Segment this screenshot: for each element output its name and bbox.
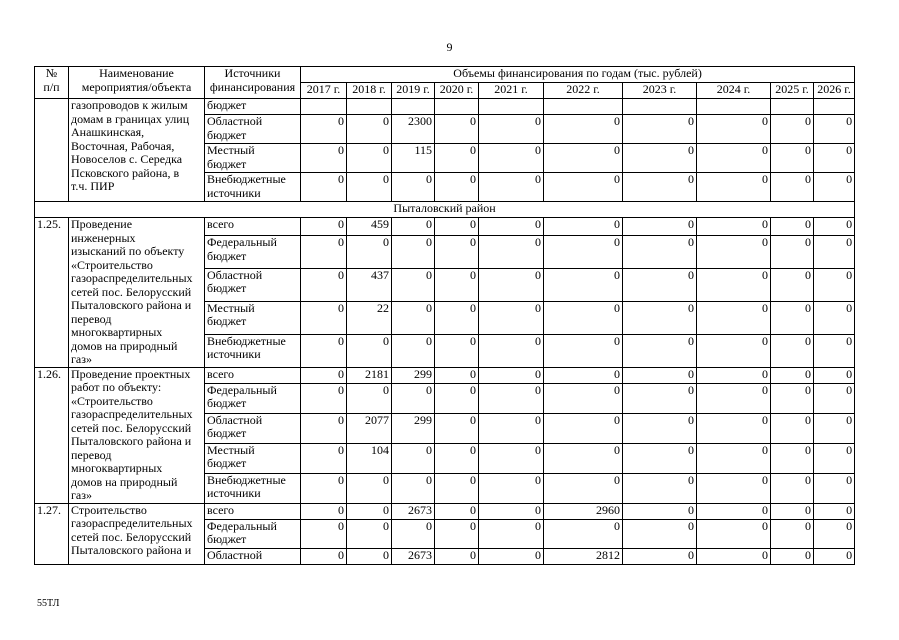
value-cell: 0 <box>697 173 771 202</box>
value-cell: 0 <box>479 334 544 367</box>
value-cell: 0 <box>623 503 697 519</box>
value-cell: 115 <box>392 144 435 173</box>
value-cell: 0 <box>301 301 347 334</box>
value-cell: 0 <box>392 236 435 269</box>
header-name: Наименование мероприятия/объекта <box>69 67 205 99</box>
value-cell: 0 <box>301 236 347 269</box>
value-cell: 0 <box>771 519 814 548</box>
value-cell <box>435 99 479 115</box>
value-cell: 2960 <box>544 503 623 519</box>
value-cell: 0 <box>771 413 814 443</box>
item-name: Проведение инженерных изысканий по объекту «Строительство газораспределительных сетей пос. Белорусский Пыталовского района и перевод многоквартирных домов на природный газ» <box>69 218 205 368</box>
value-cell: 0 <box>814 218 855 236</box>
value-cell: 0 <box>697 301 771 334</box>
value-cell: 0 <box>623 301 697 334</box>
value-cell: 0 <box>301 503 347 519</box>
value-cell: 0 <box>814 115 855 144</box>
header-year: 2022 г. <box>544 83 623 99</box>
value-cell: 0 <box>435 236 479 269</box>
value-cell: 0 <box>301 548 347 564</box>
value-cell: 0 <box>301 144 347 173</box>
value-cell: 0 <box>435 413 479 443</box>
funding-source: Областной <box>205 548 301 564</box>
item-number: 1.26. <box>35 367 69 503</box>
value-cell: 0 <box>479 503 544 519</box>
value-cell <box>771 99 814 115</box>
value-cell: 0 <box>697 413 771 443</box>
value-cell: 0 <box>814 334 855 367</box>
value-cell: 0 <box>697 443 771 473</box>
value-cell: 2077 <box>347 413 392 443</box>
value-cell: 0 <box>771 115 814 144</box>
table-body <box>35 67 855 565</box>
funding-source: Внебюджетные источники <box>205 173 301 202</box>
value-cell: 0 <box>623 218 697 236</box>
value-cell: 0 <box>623 236 697 269</box>
value-cell: 0 <box>814 268 855 301</box>
value-cell: 0 <box>347 548 392 564</box>
value-cell: 0 <box>347 519 392 548</box>
header-row <box>35 67 855 83</box>
funding-source: Областной бюджет <box>205 268 301 301</box>
value-cell: 0 <box>697 268 771 301</box>
value-cell: 0 <box>479 301 544 334</box>
value-cell: 0 <box>697 115 771 144</box>
value-cell: 0 <box>347 334 392 367</box>
value-cell: 0 <box>392 301 435 334</box>
value-cell <box>479 99 544 115</box>
value-cell: 0 <box>301 115 347 144</box>
value-cell: 0 <box>392 173 435 202</box>
table-row <box>35 218 855 236</box>
funding-source: Федеральный бюджет <box>205 519 301 548</box>
value-cell: 0 <box>814 367 855 383</box>
value-cell: 0 <box>544 473 623 503</box>
financing-table <box>34 66 855 565</box>
value-cell: 0 <box>392 519 435 548</box>
value-cell: 0 <box>697 503 771 519</box>
value-cell: 2300 <box>392 115 435 144</box>
value-cell: 0 <box>814 548 855 564</box>
page-number: 9 <box>446 40 453 54</box>
value-cell: 0 <box>479 236 544 269</box>
item-name: газопроводов к жилым домам в границах улиц Анашкинская, Восточная, Рабочая, Новоселов с. Середка Псковского района, в т.ч. ПИР <box>69 99 205 202</box>
header-year: 2017 г. <box>301 83 347 99</box>
value-cell <box>814 99 855 115</box>
funding-source: Внебюджетные источники <box>205 473 301 503</box>
value-cell: 0 <box>392 473 435 503</box>
funding-source: Федеральный бюджет <box>205 236 301 269</box>
value-cell <box>623 99 697 115</box>
value-cell <box>544 99 623 115</box>
value-cell: 459 <box>347 218 392 236</box>
value-cell: 0 <box>435 503 479 519</box>
header-year: 2025 г. <box>771 83 814 99</box>
value-cell: 0 <box>301 367 347 383</box>
value-cell: 0 <box>544 268 623 301</box>
value-cell: 2181 <box>347 367 392 383</box>
value-cell: 0 <box>814 236 855 269</box>
value-cell: 0 <box>771 503 814 519</box>
value-cell <box>392 99 435 115</box>
value-cell: 0 <box>544 443 623 473</box>
value-cell: 0 <box>544 236 623 269</box>
value-cell: 0 <box>544 115 623 144</box>
value-cell: 0 <box>814 173 855 202</box>
value-cell: 0 <box>435 367 479 383</box>
header-year: 2023 г. <box>623 83 697 99</box>
value-cell: 0 <box>301 473 347 503</box>
value-cell: 0 <box>301 383 347 413</box>
value-cell: 0 <box>814 144 855 173</box>
value-cell: 0 <box>623 268 697 301</box>
value-cell: 0 <box>544 144 623 173</box>
funding-source: Внебюджетные источники <box>205 334 301 367</box>
value-cell: 0 <box>347 236 392 269</box>
value-cell: 0 <box>771 173 814 202</box>
value-cell: 0 <box>771 548 814 564</box>
value-cell: 0 <box>623 115 697 144</box>
value-cell: 0 <box>623 548 697 564</box>
value-cell: 0 <box>347 115 392 144</box>
value-cell: 0 <box>479 519 544 548</box>
header-year: 2021 г. <box>479 83 544 99</box>
value-cell: 0 <box>479 548 544 564</box>
value-cell: 0 <box>435 383 479 413</box>
value-cell: 0 <box>479 367 544 383</box>
value-cell: 0 <box>771 443 814 473</box>
value-cell: 0 <box>697 519 771 548</box>
table-row <box>35 99 855 115</box>
value-cell: 0 <box>301 268 347 301</box>
value-cell: 0 <box>771 144 814 173</box>
value-cell: 0 <box>435 115 479 144</box>
table-row <box>35 367 855 383</box>
funding-source: Местный бюджет <box>205 301 301 334</box>
value-cell: 104 <box>347 443 392 473</box>
item-name: Строительство газораспределительных сетей пос. Белорусский Пыталовского района и <box>69 503 205 564</box>
value-cell: 0 <box>697 236 771 269</box>
value-cell: 0 <box>347 383 392 413</box>
value-cell: 0 <box>435 144 479 173</box>
value-cell: 0 <box>544 413 623 443</box>
header-volumes: Объемы финансирования по годам (тыс. рублей) <box>301 67 855 83</box>
value-cell: 0 <box>347 173 392 202</box>
item-number: 1.27. <box>35 503 69 564</box>
value-cell: 0 <box>301 443 347 473</box>
value-cell: 0 <box>771 268 814 301</box>
value-cell: 0 <box>392 383 435 413</box>
value-cell: 0 <box>435 443 479 473</box>
value-cell: 299 <box>392 413 435 443</box>
value-cell: 0 <box>479 473 544 503</box>
item-name: Проведение проектных работ по объекту: «Строительство газораспределительных сетей пос. Белорусский Пыталовского района и перевод многоквартирных домов на природный газ» <box>69 367 205 503</box>
value-cell: 0 <box>697 473 771 503</box>
value-cell: 0 <box>544 383 623 413</box>
value-cell: 2812 <box>544 548 623 564</box>
header-year: 2019 г. <box>392 83 435 99</box>
value-cell: 0 <box>544 218 623 236</box>
value-cell: 0 <box>814 383 855 413</box>
value-cell: 0 <box>697 367 771 383</box>
header-source: Источники финансирования <box>205 67 301 99</box>
value-cell: 0 <box>771 218 814 236</box>
value-cell: 0 <box>392 334 435 367</box>
funding-source: всего <box>205 503 301 519</box>
value-cell: 0 <box>771 473 814 503</box>
header-year: 2020 г. <box>435 83 479 99</box>
value-cell: 0 <box>435 473 479 503</box>
value-cell: 0 <box>301 173 347 202</box>
value-cell: 0 <box>435 519 479 548</box>
item-number <box>35 99 69 202</box>
value-cell: 0 <box>479 383 544 413</box>
section-row <box>35 202 855 218</box>
value-cell: 0 <box>479 115 544 144</box>
value-cell: 0 <box>435 173 479 202</box>
value-cell: 0 <box>479 173 544 202</box>
value-cell: 0 <box>435 301 479 334</box>
value-cell: 0 <box>301 218 347 236</box>
value-cell: 0 <box>435 548 479 564</box>
value-cell: 0 <box>814 519 855 548</box>
value-cell: 0 <box>814 301 855 334</box>
value-cell: 0 <box>697 334 771 367</box>
value-cell: 0 <box>347 503 392 519</box>
value-cell: 0 <box>479 218 544 236</box>
value-cell: 0 <box>435 334 479 367</box>
header-year: 2018 г. <box>347 83 392 99</box>
value-cell: 0 <box>697 144 771 173</box>
value-cell: 0 <box>347 473 392 503</box>
value-cell: 2673 <box>392 503 435 519</box>
item-number: 1.25. <box>35 218 69 368</box>
value-cell: 0 <box>392 268 435 301</box>
value-cell: 0 <box>479 443 544 473</box>
value-cell: 0 <box>347 144 392 173</box>
value-cell: 22 <box>347 301 392 334</box>
value-cell: 0 <box>544 334 623 367</box>
value-cell: 0 <box>544 173 623 202</box>
value-cell: 0 <box>544 519 623 548</box>
value-cell: 0 <box>544 367 623 383</box>
value-cell: 0 <box>301 519 347 548</box>
value-cell: 0 <box>771 334 814 367</box>
funding-source: Областной бюджет <box>205 115 301 144</box>
header-num: № п/п <box>35 67 69 99</box>
value-cell: 0 <box>771 301 814 334</box>
value-cell: 0 <box>392 443 435 473</box>
value-cell: 0 <box>623 144 697 173</box>
value-cell: 0 <box>623 443 697 473</box>
funding-source: всего <box>205 218 301 236</box>
value-cell: 0 <box>479 144 544 173</box>
value-cell: 0 <box>814 443 855 473</box>
value-cell: 0 <box>623 473 697 503</box>
value-cell: 0 <box>623 334 697 367</box>
value-cell: 0 <box>771 236 814 269</box>
value-cell: 0 <box>301 413 347 443</box>
value-cell <box>347 99 392 115</box>
value-cell <box>301 99 347 115</box>
value-cell: 0 <box>814 473 855 503</box>
section-title: Пыталовский район <box>35 202 855 218</box>
value-cell: 0 <box>623 413 697 443</box>
value-cell: 0 <box>435 218 479 236</box>
header-year: 2026 г. <box>814 83 855 99</box>
header-year: 2024 г. <box>697 83 771 99</box>
funding-source: бюджет <box>205 99 301 115</box>
value-cell: 437 <box>347 268 392 301</box>
value-cell: 0 <box>392 218 435 236</box>
table-row <box>35 503 855 519</box>
value-cell: 0 <box>623 383 697 413</box>
funding-source: Областной бюджет <box>205 413 301 443</box>
value-cell: 0 <box>479 413 544 443</box>
funding-source: Местный бюджет <box>205 144 301 173</box>
value-cell: 0 <box>435 268 479 301</box>
funding-source: Местный бюджет <box>205 443 301 473</box>
value-cell: 0 <box>697 548 771 564</box>
value-cell: 0 <box>479 268 544 301</box>
value-cell: 299 <box>392 367 435 383</box>
value-cell: 0 <box>771 367 814 383</box>
value-cell: 0 <box>544 301 623 334</box>
value-cell: 0 <box>623 173 697 202</box>
value-cell: 0 <box>771 383 814 413</box>
value-cell <box>697 99 771 115</box>
value-cell: 0 <box>814 503 855 519</box>
footer-code: 55ТЛ <box>37 598 60 609</box>
value-cell: 2673 <box>392 548 435 564</box>
value-cell: 0 <box>623 367 697 383</box>
funding-source: всего <box>205 367 301 383</box>
value-cell: 0 <box>301 334 347 367</box>
value-cell: 0 <box>697 383 771 413</box>
value-cell: 0 <box>814 413 855 443</box>
value-cell: 0 <box>623 519 697 548</box>
funding-source: Федеральный бюджет <box>205 383 301 413</box>
value-cell: 0 <box>697 218 771 236</box>
